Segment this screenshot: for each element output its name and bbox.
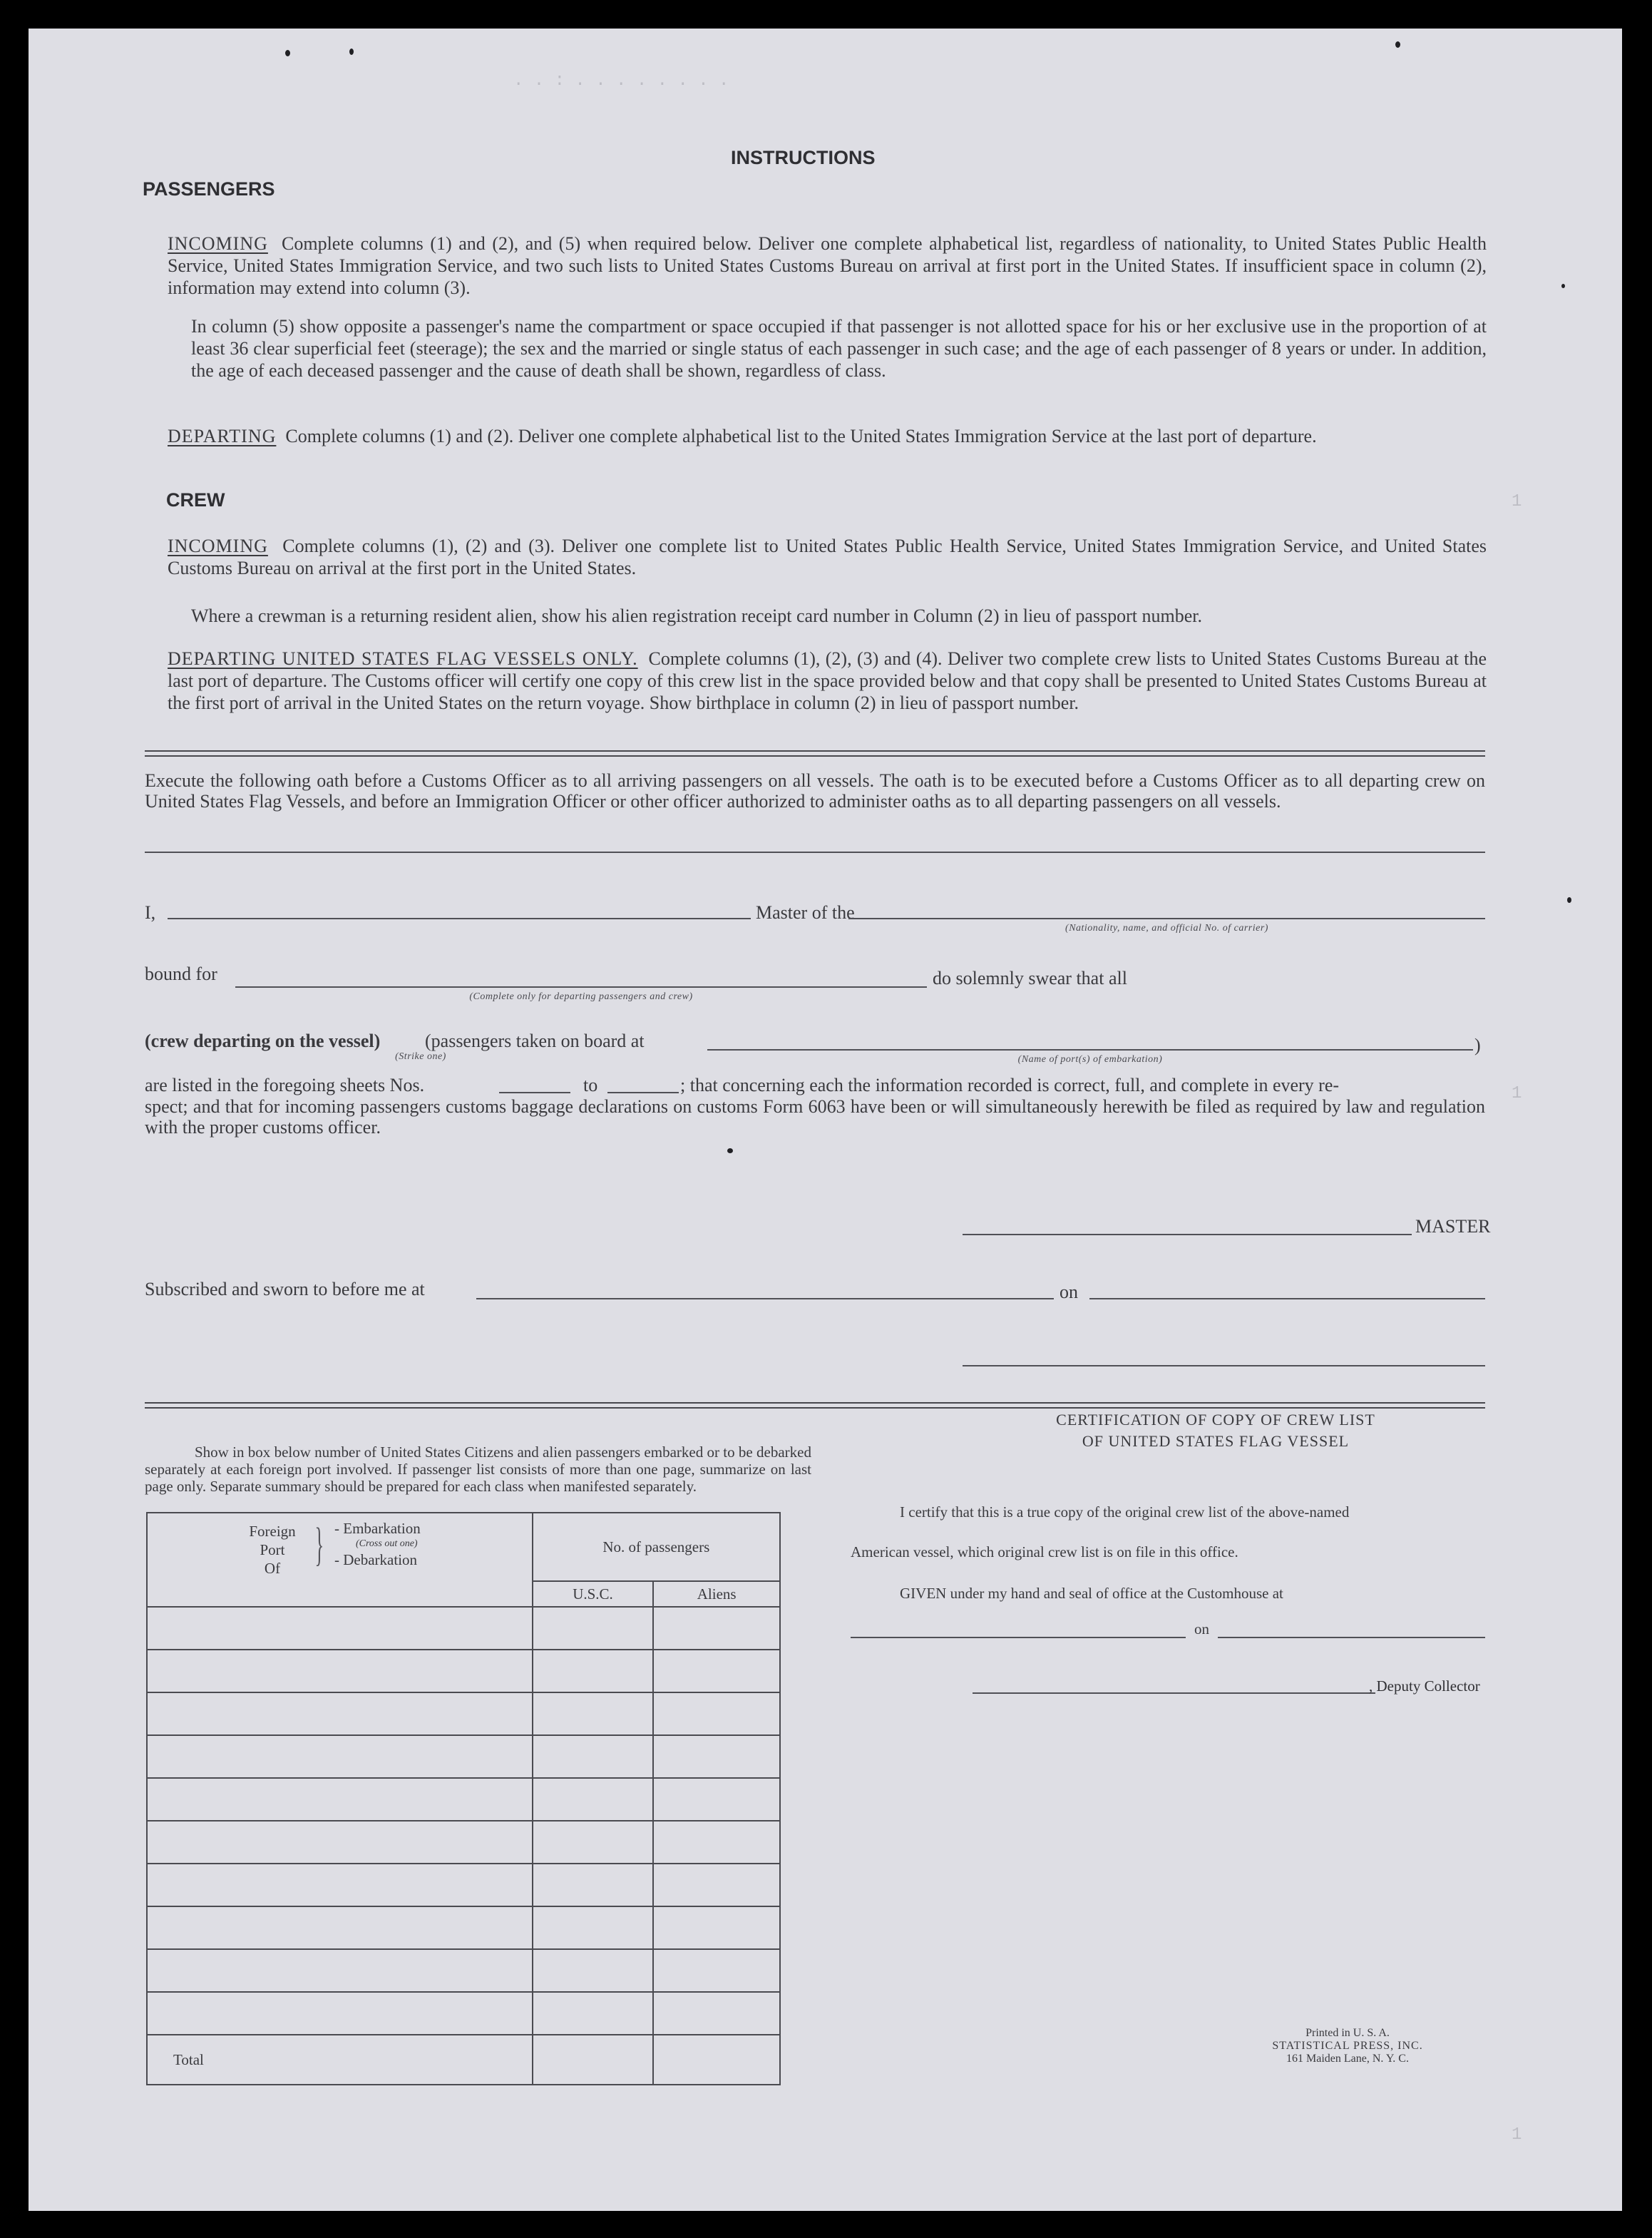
strike-one-caption: (Strike one) [395, 1051, 446, 1062]
usc-cell[interactable] [533, 1821, 654, 1864]
summary-instructions: Show in box below number of United States Citizens and alien passengers embarked or to be debarked separately at each foreign port involved. If passenger list consists of more than one page, summarize on last page only. Separate summary should be prepared for each class when manifested separately. [145, 1444, 811, 1495]
instructions-title: INSTRUCTIONS [731, 147, 876, 168]
port-cell[interactable] [147, 1650, 533, 1692]
aliens-cell[interactable] [653, 1778, 780, 1821]
table-row [147, 1692, 780, 1735]
crew-incoming-paragraph [168, 535, 1487, 579]
bleed-through-margin: 1 [1512, 1084, 1522, 1103]
usc-cell[interactable] [533, 1906, 654, 1949]
sheet-to-field[interactable] [607, 1092, 679, 1093]
oath-intro: Execute the following oath before a Customs Officer as to all arriving passengers on all vessels. The oath is to be executed before a Customs Officer as to all departing crew on United States Flag Vessels, and before an Immigration Officer or other officer authorized to administer oaths as to all departing passengers on all vessels. [145, 770, 1485, 812]
usc-cell[interactable] [533, 1864, 654, 1906]
master-name-field[interactable] [168, 918, 751, 919]
sheet-from-field[interactable] [499, 1092, 570, 1093]
officer-signature-field[interactable] [963, 1365, 1485, 1366]
port-cell[interactable] [147, 1778, 533, 1821]
sworn-on-label: on [1060, 1282, 1078, 1302]
imprint-line-3: 161 Maiden Lane, N. Y. C. [1286, 2053, 1409, 2065]
port-cell[interactable] [147, 1607, 533, 1650]
table-row [147, 1821, 780, 1864]
certification-on-label: on [1194, 1620, 1209, 1637]
passengers-departing-text: Complete columns (1) and (2). Deliver one complete alphabetical list to the United States Immigration Service at the last port of departure. [285, 426, 1317, 446]
table-row [147, 1992, 780, 2035]
usc-cell[interactable] [533, 1778, 654, 1821]
table-row [147, 1778, 780, 1821]
brace-icon: } [314, 1518, 324, 1570]
aliens-total-cell[interactable] [653, 2035, 780, 2085]
certification-title-2: OF UNITED STATES FLAG VESSEL [1082, 1432, 1350, 1450]
port-cell[interactable] [147, 1735, 533, 1778]
usc-cell[interactable] [533, 1992, 654, 2035]
speck [1395, 41, 1400, 48]
embarkation-ports-field[interactable] [707, 1049, 1473, 1051]
aliens-cell[interactable] [653, 1692, 780, 1735]
usc-total-cell[interactable] [533, 2035, 654, 2085]
passengers-incoming-label: INCOMING [168, 233, 268, 254]
foreign-label: Foreign [249, 1523, 296, 1540]
certification-title-1: CERTIFICATION OF COPY OF CREW LIST [1056, 1411, 1375, 1429]
master-label: MASTER [1415, 1216, 1491, 1237]
speck [349, 48, 354, 55]
certification-date-field[interactable] [1218, 1637, 1485, 1638]
master-of-the-label: Master of the [756, 902, 855, 923]
no-of-passengers-header: No. of passengers [533, 1513, 780, 1581]
crew-departing-text: Complete columns (1), (2), (3) and (4). Deliver two complete crew lists to United States Customs Bureau at the last port of departure. The Customs officer will certify one copy of this crew list in the space provided below and that copy shall be presented to United States Customs Bureau at the first port of arrival in the United States on the return voyage. Show birthplace in column (2) in lieu of passport number. [168, 648, 1487, 713]
subscribed-label: Subscribed and sworn to before me at [145, 1279, 425, 1299]
table-row [147, 1864, 780, 1906]
sworn-place-field[interactable] [476, 1298, 1054, 1299]
rule [145, 852, 1485, 853]
crew-incoming-text: Complete columns (1), (2) and (3). Deliver one complete list to United States Public Health Service, United States Immigration Service, and United States Customs Bureau on arrival at the first port in the United States. [168, 536, 1487, 578]
debarkation-label: - Debarkation [334, 1551, 418, 1568]
crew-heading: CREW [166, 489, 225, 511]
imprint-line-2: STATISTICAL PRESS, INC. [1272, 2040, 1423, 2052]
speck [285, 50, 290, 56]
customhouse-field[interactable] [851, 1637, 1186, 1638]
certification-line-2: American vessel, which original crew list is on file in this office. [851, 1543, 1238, 1560]
passenger-summary-table [146, 1512, 781, 2085]
speck [1561, 284, 1565, 288]
certification-line-3: GIVEN under my hand and seal of office at the Customhouse at [900, 1585, 1283, 1602]
speck [727, 1148, 733, 1153]
port-cell[interactable] [147, 1692, 533, 1735]
crew-incoming-label: INCOMING [168, 536, 268, 556]
section-divider [145, 750, 1485, 757]
printer-imprint [1241, 2027, 1455, 2065]
carrier-caption: (Nationality, name, and official No. of carrier) [1065, 923, 1268, 934]
passengers-column5-paragraph: In column (5) show opposite a passenger's name the compartment or space occupied if that passenger is not allotted space for his or her exclusive use in the proportion of at least 36 clear superficial feet (steerage); the sex and the married or single status of each passenger in such case; and the age of each passenger of 8 years or under. In addition, the age of each deceased passenger and the cause of death shall be shown, regardless of class. [191, 316, 1487, 381]
aliens-header: Aliens [653, 1581, 780, 1607]
listed-text-a: are listed in the foregoing sheets Nos. [145, 1075, 425, 1095]
bleed-through-margin: 1 [1512, 492, 1522, 511]
listed-text-b: ; that concerning each the information recorded is correct, full, and complete in every re- [680, 1075, 1340, 1095]
certification-line-1: I certify that this is a true copy of the original crew list of the above-named [900, 1503, 1350, 1521]
port-cell[interactable] [147, 1992, 533, 2035]
aliens-cell[interactable] [653, 1607, 780, 1650]
bound-for-caption: (Complete only for departing passengers and crew) [469, 991, 693, 1002]
passengers-taken-option: (passengers taken on board at [425, 1031, 645, 1051]
bound-for-label: bound for [145, 964, 217, 984]
port-cell[interactable] [147, 1821, 533, 1864]
aliens-cell[interactable] [653, 1735, 780, 1778]
foreign-port-header [147, 1513, 533, 1607]
port-cell[interactable] [147, 1949, 533, 1992]
crew-departing-option: (crew departing on the vessel) [145, 1031, 381, 1051]
embarkation-label: - Embarkation [334, 1520, 421, 1537]
table-row [147, 1949, 780, 1992]
ports-caption: (Name of port(s) of embarkation) [1017, 1054, 1163, 1065]
oath-i-label: I, [145, 902, 156, 923]
crew-departing-label: DEPARTING UNITED STATES FLAG VESSELS ONLY. [168, 648, 638, 669]
passengers-departing-paragraph [168, 425, 1487, 447]
total-label: Total [147, 2035, 533, 2085]
table-row [147, 1735, 780, 1778]
crew-departing-paragraph [168, 648, 1487, 714]
aliens-cell[interactable] [653, 1864, 780, 1906]
total-row [147, 2035, 780, 2085]
usc-cell[interactable] [533, 1692, 654, 1735]
table-row [147, 1607, 780, 1650]
close-paren: ) [1474, 1035, 1481, 1056]
master-signature-field[interactable] [963, 1234, 1412, 1235]
port-cell[interactable] [147, 1906, 533, 1949]
aliens-cell[interactable] [653, 1906, 780, 1949]
crew-resident-paragraph: Where a crewman is a returning resident alien, show his alien registration receipt card number in Column (2) in lieu of passport number. [191, 606, 1203, 626]
listed-text-c: spect; and that for incoming passengers customs baggage declarations on customs Form 6063 have been or will simultaneously herewith be filed as required by law and regulation with the proper customs officer. [145, 1096, 1485, 1138]
deputy-signature-field[interactable] [973, 1692, 1375, 1694]
usc-cell[interactable] [533, 1735, 654, 1778]
aliens-cell[interactable] [653, 1949, 780, 1992]
section-divider [145, 1402, 1485, 1409]
aliens-cell[interactable] [653, 1821, 780, 1864]
port-label: Port [260, 1541, 285, 1558]
aliens-cell[interactable] [653, 1992, 780, 2035]
usc-cell[interactable] [533, 1650, 654, 1692]
document-page [29, 29, 1622, 2211]
bleed-through-text: . . : . . . . . . . . [513, 71, 729, 91]
imprint-line-1: Printed in U. S. A. [1305, 2027, 1390, 2039]
bleed-through-margin: 1 [1512, 2125, 1522, 2145]
port-cell[interactable] [147, 1864, 533, 1906]
passengers-departing-label: DEPARTING [168, 426, 277, 446]
usc-cell[interactable] [533, 1949, 654, 1992]
passengers-heading: PASSENGERS [143, 178, 275, 200]
table-row [147, 1906, 780, 1949]
bound-for-field[interactable] [235, 986, 927, 988]
swear-label: do solemnly swear that all [933, 968, 1127, 988]
usc-header: U.S.C. [533, 1581, 654, 1607]
usc-cell[interactable] [533, 1607, 654, 1650]
listed-to: to [583, 1075, 598, 1095]
of-label: Of [264, 1560, 281, 1577]
passengers-incoming-paragraph [168, 233, 1487, 299]
deputy-collector-label: , Deputy Collector [1369, 1677, 1480, 1695]
cross-out-caption: (Cross out one) [356, 1538, 418, 1549]
sworn-date-field[interactable] [1089, 1298, 1485, 1299]
speck [1567, 897, 1571, 903]
table-row [147, 1650, 780, 1692]
carrier-field[interactable] [848, 918, 1485, 919]
passengers-incoming-text: Complete columns (1) and (2), and (5) when required below. Deliver one complete alphabetical list, regardless of nationality, to United States Public Health Service, United States Immigration Service, and two such lists to United States Customs Bureau on arrival at first port in the United States. If insufficient space in column (2), information may extend into column (3). [168, 233, 1487, 298]
aliens-cell[interactable] [653, 1650, 780, 1692]
